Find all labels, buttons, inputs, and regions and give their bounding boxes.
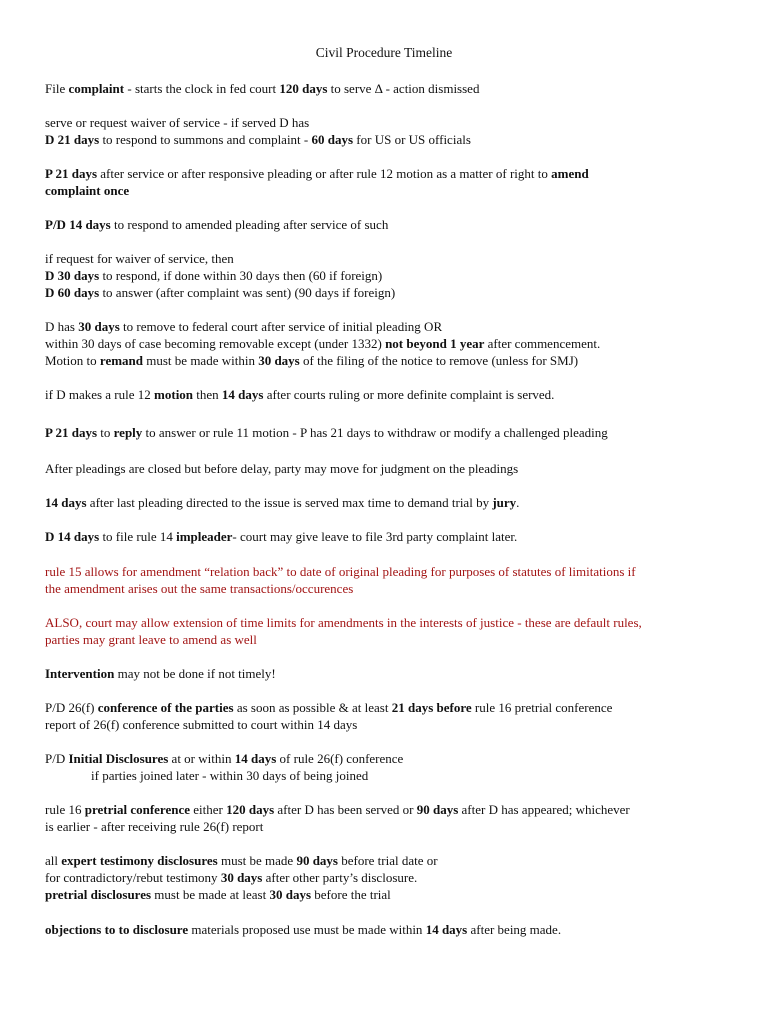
text-line — [45, 852, 725, 869]
paragraph-expert-testimony — [45, 852, 725, 903]
text-run: after D has appeared; whichever — [458, 802, 630, 817]
text-run-bold: 90 days — [296, 853, 338, 868]
text-run-bold: 30 days — [269, 887, 312, 902]
text-run: after D has been served or — [274, 802, 417, 817]
text-run: Motion to — [45, 353, 100, 368]
paragraph-intervention — [45, 665, 725, 682]
text-line: the amendment arises out the same transactions/occurences — [45, 581, 354, 596]
text-line — [45, 216, 725, 233]
text-run-bold: P/D 14 days — [45, 217, 111, 232]
text-run-bold: reply — [113, 425, 143, 440]
text-run: of rule 26(f) conference — [276, 751, 404, 766]
paragraph-file-complaint — [45, 80, 725, 97]
paragraph-pretrial-conference — [45, 801, 725, 835]
text-run-bold: 120 days — [279, 81, 328, 96]
text-run: before the trial — [311, 887, 391, 902]
text-run-bold: remand — [99, 353, 144, 368]
text-run-bold: 14 days — [425, 922, 468, 937]
paragraph-amended-pleading — [45, 216, 725, 233]
paragraph-initial-disclosures — [45, 750, 725, 784]
text-run: within 30 days of case becoming removable except (under 1332) — [45, 336, 386, 351]
text-run: P/D — [45, 751, 69, 766]
text-line — [45, 80, 725, 97]
text-line — [45, 886, 725, 903]
text-run: materials proposed use must be made within — [188, 922, 426, 937]
text-run: after courts ruling or more definite complaint is served. — [263, 387, 555, 402]
text-run: File — [45, 81, 69, 96]
text-line — [45, 750, 725, 767]
text-line — [45, 528, 725, 545]
text-run: D has — [45, 319, 79, 334]
text-run: to respond, if done within 30 days then (60 if foreign) — [99, 268, 383, 283]
text-line — [45, 386, 725, 403]
text-run: to answer (after complaint was sent) (90 days if foreign) — [99, 285, 396, 300]
paragraph-26f-conference — [45, 699, 725, 733]
text-run-bold: 14 days — [45, 495, 87, 510]
text-line: ALSO, court may allow extension of time limits for amendments in the interests of justice - these are default rules, — [45, 615, 642, 630]
paragraph-removal — [45, 318, 725, 369]
text-run: rule 16 — [45, 802, 85, 817]
text-run-bold: P 21 days — [45, 166, 98, 181]
text-line: rule 15 allows for amendment “relation back” to date of original pleading for purposes of statutes of limitations if — [45, 564, 636, 579]
paragraph-objections — [45, 921, 725, 938]
text-run: to serve Δ - action dismissed — [327, 81, 480, 96]
text-run-bold: not beyond 1 year — [385, 336, 485, 351]
text-run-bold: Initial Disclosures — [68, 751, 169, 766]
text-run: - starts the clock in fed court — [124, 81, 280, 96]
text-line: if parties joined later - within 30 days of being joined — [91, 768, 369, 783]
text-line — [45, 424, 725, 441]
text-line — [45, 335, 725, 352]
text-run-bold: motion — [154, 387, 194, 402]
text-run-bold: conference of the parties — [97, 700, 234, 715]
text-line: After pleadings are closed but before delay, party may move for judgment on the pleadings — [45, 461, 519, 476]
paragraph-serve — [45, 114, 725, 148]
text-run: either — [190, 802, 227, 817]
text-line — [45, 165, 725, 182]
text-run-bold: 21 days before — [391, 700, 472, 715]
text-run-bold: jury — [492, 495, 517, 510]
text-line: report of 26(f) conference submitted to court within 14 days — [45, 717, 358, 732]
paragraph-amend — [45, 165, 725, 199]
text-run-bold: 30 days — [78, 319, 120, 334]
paragraph-judgment-pleadings — [45, 460, 725, 477]
text-line — [45, 352, 725, 369]
page-title: Civil Procedure Timeline — [315, 45, 453, 60]
text-run: to answer or rule 11 motion - P has 21 days to withdraw or modify a challenged pleading — [142, 425, 608, 440]
text-run: before trial date or — [337, 853, 438, 868]
text-run: must be made within — [143, 353, 259, 368]
text-run-bold: pretrial disclosures — [45, 887, 152, 902]
text-line — [45, 131, 725, 148]
text-run: to remove to federal court after service of initial pleading OR — [119, 319, 443, 334]
text-run-bold: Intervention — [45, 666, 115, 681]
text-run-bold: 30 days — [220, 870, 263, 885]
paragraph-impleader — [45, 528, 725, 545]
text-run: for contradictory/rebut testimony — [45, 870, 221, 885]
text-run: rule 16 pretrial conference — [471, 700, 613, 715]
text-run: after service or after responsive pleading or after rule 12 motion as a matter of right to — [97, 166, 552, 181]
text-run: as soon as possible & at least — [233, 700, 392, 715]
text-run: then — [193, 387, 222, 402]
text-run: to — [97, 425, 114, 440]
text-line: serve or request waiver of service - if served D has — [45, 115, 310, 130]
text-run-bold: 14 days — [234, 751, 277, 766]
text-run-bold: 14 days — [221, 387, 264, 402]
text-run: after other party’s disclosure. — [262, 870, 418, 885]
text-run: to respond to amended pleading after service of such — [110, 217, 389, 232]
text-line: parties may grant leave to amend as well — [45, 632, 257, 647]
text-line — [45, 494, 725, 511]
text-run-bold: 120 days — [226, 802, 275, 817]
paragraph-reply — [45, 424, 725, 441]
text-run-bold: complaint once — [45, 183, 130, 198]
text-run: after commencement. — [484, 336, 601, 351]
text-line — [45, 869, 725, 886]
text-run: P/D 26(f) — [45, 700, 98, 715]
text-run: after being made. — [467, 922, 562, 937]
text-run: for US or US officials — [353, 132, 471, 147]
text-line: is earlier - after receiving rule 26(f) report — [45, 819, 264, 834]
text-line — [45, 182, 725, 199]
text-run-bold: objections to to disclosure — [45, 922, 189, 937]
text-run: of the filing of the notice to remove (unless for SMJ) — [299, 353, 579, 368]
text-run: must be made at least — [151, 887, 270, 902]
text-run-bold: D 60 days — [45, 285, 100, 300]
text-run-bold: expert testimony disclosures — [61, 853, 218, 868]
text-line — [45, 318, 725, 335]
text-run-bold: P 21 days — [45, 425, 98, 440]
text-line — [45, 801, 725, 818]
text-run-bold: D 21 days — [45, 132, 100, 147]
paragraph-relation-back — [45, 563, 725, 597]
text-run-bold: 60 days — [311, 132, 354, 147]
text-run-bold: complaint — [68, 81, 125, 96]
text-line — [45, 267, 725, 284]
text-line — [45, 665, 725, 682]
text-run: all — [45, 853, 62, 868]
text-line — [45, 921, 725, 938]
paragraph-rule12 — [45, 386, 725, 403]
text-run: - court may give leave to file 3rd party complaint later. — [232, 529, 518, 544]
text-run: if D makes a rule 12 — [45, 387, 155, 402]
text-run: at or within — [168, 751, 235, 766]
text-run: may not be done if not timely! — [114, 666, 276, 681]
text-run-bold: D 30 days — [45, 268, 100, 283]
text-run-bold: D 14 days — [45, 529, 100, 544]
text-run: to respond to summons and complaint - — [99, 132, 312, 147]
paragraph-extension — [45, 614, 725, 648]
text-line: if request for waiver of service, then — [45, 251, 234, 266]
text-run-bold: 30 days — [258, 353, 300, 368]
text-run: after last pleading directed to the issue is served max time to demand trial by — [86, 495, 493, 510]
text-run: must be made — [217, 853, 297, 868]
paragraph-waiver — [45, 250, 725, 301]
text-run: . — [516, 495, 520, 510]
text-run-bold: 90 days — [416, 802, 459, 817]
text-line — [45, 699, 725, 716]
text-run-bold: impleader — [176, 529, 233, 544]
text-run: to file rule 14 — [99, 529, 177, 544]
text-line — [45, 284, 725, 301]
paragraph-jury — [45, 494, 725, 511]
text-run-bold: pretrial conference — [84, 802, 191, 817]
text-run-bold: amend — [551, 166, 589, 181]
